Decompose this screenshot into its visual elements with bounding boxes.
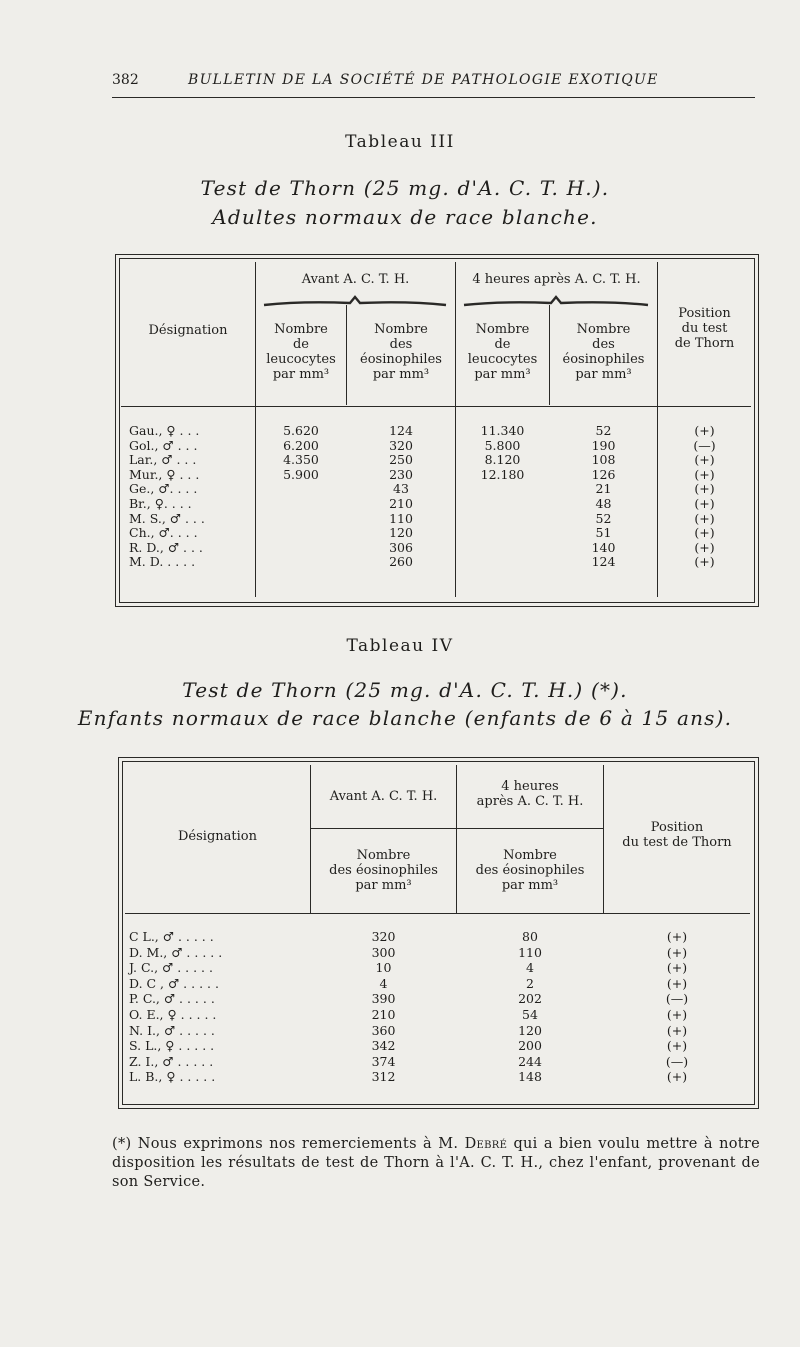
table-cell-position: (+) <box>666 1022 688 1038</box>
table-row-designation: J. C., ♂ . . . . . <box>129 960 213 976</box>
table-3-subtitle-1: Test de Thorn (25 mg. d'A. C. T. H.). <box>200 176 610 200</box>
table-row-designation: Z. I., ♂ . . . . . <box>129 1053 214 1069</box>
table-4-eos-apres-header: Nombre des éosinophiles par mm³ <box>475 848 585 893</box>
table-cell-leuco-avant: 6.200 <box>283 437 319 453</box>
table-cell-eos-apres: 124 <box>591 554 616 570</box>
table-cell-leuco-apres: 12.180 <box>480 466 525 482</box>
table-cell-leuco-avant: 4.350 <box>283 452 319 468</box>
table-cell-eos-avant: 43 <box>393 481 409 497</box>
table-row-designation: Ge., ♂. . . . <box>129 481 198 497</box>
table-cell-eos-avant: 390 <box>371 991 396 1007</box>
table-3-subtitle-2: Adultes normaux de race blanche. <box>212 205 598 229</box>
table-cell-position: (+) <box>666 960 688 976</box>
table-row-designation: C L., ♂ . . . . . <box>129 929 214 944</box>
table-4-subtitle-1: Test de Thorn (25 mg. d'A. C. T. H.) (*). <box>182 678 628 702</box>
table-row-designation: Gol., ♂ . . . <box>129 437 198 453</box>
table-cell-position: (+) <box>666 929 688 944</box>
table-row-designation: Lar., ♂ . . . <box>129 452 197 468</box>
brace-apres <box>462 295 650 307</box>
table-cell-eos-avant: 374 <box>371 1053 396 1069</box>
table-cell-position: (+) <box>666 975 688 991</box>
brace-avant <box>262 295 448 307</box>
table-row-designation: R. D., ♂ . . . <box>129 539 203 555</box>
table-cell-eos-apres: 108 <box>591 452 616 468</box>
table-3-avant-header: Avant A. C. T. H. <box>301 272 410 287</box>
table-cell-eos-avant: 312 <box>371 1069 396 1085</box>
table-cell-eos-avant: 210 <box>389 496 413 511</box>
table-cell-eos-apres: 202 <box>518 991 542 1007</box>
table-cell-position: (+) <box>666 1038 688 1054</box>
table-row-designation: D. C , ♂ . . . . . <box>129 975 219 991</box>
journal-title: BULLETIN DE LA SOCIÉTÉ DE PATHOLOGIE EXOTIQUE <box>188 72 659 88</box>
table-3-eos-avant-header: Nombre des éosinophiles par mm³ <box>360 322 442 382</box>
header-rule <box>112 97 755 98</box>
table-cell-position: (+) <box>666 1069 688 1085</box>
table-cell-eos-avant: 4 <box>379 975 388 991</box>
table-cell-leuco-apres: 8.120 <box>484 452 521 468</box>
table-3-title: Tableau III <box>345 132 455 152</box>
table-cell-position: (—) <box>665 1053 689 1069</box>
table-cell-eos-apres: 52 <box>595 510 612 526</box>
table-row-designation: Br., ♀. . . . <box>129 496 192 511</box>
table-cell-eos-avant: 230 <box>389 466 413 482</box>
table-cell-eos-apres: 80 <box>522 929 538 944</box>
table-cell-leuco-avant: 5.900 <box>283 466 319 482</box>
table-cell-eos-avant: 250 <box>389 452 413 468</box>
table-cell-eos-avant: 10 <box>375 960 392 976</box>
table-row-designation: O. E., ♀ . . . . . <box>129 1007 217 1022</box>
table-cell-eos-apres: 52 <box>595 423 612 438</box>
table-cell-leuco-avant: 5.620 <box>283 423 319 438</box>
table-cell-leuco-apres: 5.800 <box>484 437 521 453</box>
table-4-apres-header: 4 heures après A. C. T. H. <box>476 779 584 809</box>
table-cell-eos-apres: 244 <box>518 1053 542 1069</box>
table-4-eos-avant-header: Nombre des éosinophiles par mm³ <box>329 848 438 893</box>
table-cell-eos-avant: 300 <box>371 944 396 960</box>
table-cell-position: (+) <box>694 466 715 482</box>
table-3-leuco-apres-header: Nombre de leucocytes par mm³ <box>467 322 538 382</box>
table-4-subtitle-2: Enfants normaux de race blanche (enfants de 6 à 15 ans). <box>77 706 733 730</box>
table-cell-eos-apres: 200 <box>518 1038 542 1054</box>
table-cell-eos-apres: 21 <box>595 481 612 497</box>
table-cell-eos-avant: 320 <box>371 929 396 944</box>
table-row-designation: M. S., ♂ . . . <box>129 510 205 526</box>
table-row-designation: Ch., ♂. . . . <box>129 525 198 541</box>
table-cell-position: (—) <box>665 991 689 1007</box>
table-cell-eos-avant: 360 <box>371 1022 396 1038</box>
table-row-designation: Gau., ♀ . . . <box>129 423 200 438</box>
table-cell-eos-apres: 190 <box>591 437 616 453</box>
table-cell-position: (+) <box>694 510 715 526</box>
table-cell-position: (+) <box>666 944 688 960</box>
table-row-designation: Mur., ♀ . . . <box>129 466 200 482</box>
table-row-designation: D. M., ♂ . . . . . <box>129 944 223 960</box>
table-3-apres-header: 4 heures après A. C. T. H. <box>472 272 641 287</box>
table-3-designation-header: Désignation <box>148 323 228 338</box>
table-cell-eos-avant: 120 <box>389 525 413 541</box>
table-cell-eos-avant: 110 <box>389 510 413 526</box>
table-3-eos-apres-header: Nombre des éosinophiles par mm³ <box>562 322 645 382</box>
footnote-name: Debré <box>464 1136 508 1152</box>
table-cell-position: (+) <box>694 539 715 555</box>
table-cell-position: (+) <box>666 1007 688 1022</box>
table-cell-eos-apres: 140 <box>591 539 616 555</box>
table-cell-position: (+) <box>694 423 715 438</box>
table-row-designation: P. C., ♂ . . . . . <box>129 991 215 1007</box>
table-4-designation-header: Désignation <box>178 829 257 844</box>
table-cell-eos-apres: 4 <box>526 960 534 976</box>
footnote: (*) Nous exprimons nos remerciements à M. Debré qui a bien voulu mettre à notre disposition les résultats de test de Thorn à l'A. C. T. H., chez l'enfant, provenant de son Service. <box>112 1136 760 1190</box>
table-cell-position: (+) <box>694 452 715 468</box>
table-row-designation: M. D. . . . . <box>129 554 196 570</box>
table-cell-eos-apres: 110 <box>518 944 542 960</box>
table-cell-eos-apres: 54 <box>522 1007 538 1022</box>
table-cell-eos-apres: 48 <box>595 496 612 511</box>
table-3-leuco-avant-header: Nombre de leucocytes par mm³ <box>266 322 336 382</box>
table-cell-eos-avant: 124 <box>389 423 413 438</box>
running-header <box>112 72 755 94</box>
table-cell-eos-avant: 260 <box>389 554 413 570</box>
table-cell-eos-apres: 120 <box>518 1022 542 1038</box>
table-cell-eos-avant: 210 <box>371 1007 396 1022</box>
table-row-designation: N. I., ♂ . . . . . <box>129 1022 215 1038</box>
table-cell-position: (+) <box>694 496 715 511</box>
table-cell-position: (—) <box>693 437 716 453</box>
table-cell-eos-apres: 2 <box>526 975 534 991</box>
table-cell-leuco-apres: 11.340 <box>480 423 525 438</box>
table-3-position-header: Position du test de Thorn <box>674 306 735 351</box>
table-cell-position: (+) <box>694 481 715 497</box>
table-4-position-header: Position du test de Thorn <box>622 820 732 850</box>
table-cell-position: (+) <box>694 525 715 541</box>
table-row-designation: S. L., ♀ . . . . . <box>129 1038 215 1054</box>
table-cell-eos-avant: 342 <box>371 1038 396 1054</box>
table-cell-eos-apres: 148 <box>518 1069 542 1085</box>
table-cell-eos-apres: 126 <box>591 466 616 482</box>
table-cell-position: (+) <box>694 554 715 570</box>
table-cell-eos-avant: 320 <box>389 437 413 453</box>
table-4-avant-header: Avant A. C. T. H. <box>329 789 438 804</box>
table-4-title: Tableau IV <box>346 636 454 656</box>
table-row-designation: L. B., ♀ . . . . . <box>129 1069 216 1085</box>
table-cell-eos-avant: 306 <box>389 539 413 555</box>
table-cell-eos-apres: 51 <box>595 525 612 541</box>
page-number: 382 <box>112 72 139 88</box>
